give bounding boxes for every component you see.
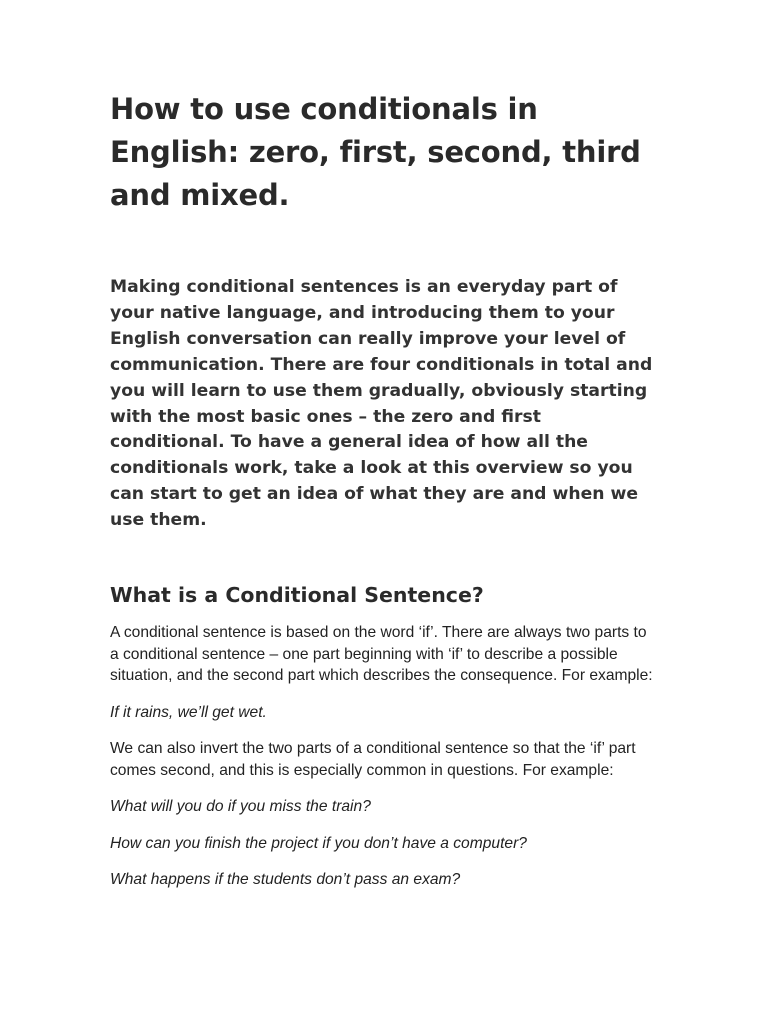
example-question-3: What happens if the students don’t pass an exam?	[110, 871, 461, 889]
example-question-2: How can you finish the project if you don’t have a computer?	[110, 834, 527, 852]
section-paragraph-2: We can also invert the two parts of a conditional sentence so that the ‘if’ part comes second, and this is especially common in questions. For example:	[110, 740, 636, 779]
document-page	[110, 88, 670, 891]
page-title: How to use conditionals in English: zero, first, second, third and mixed.	[110, 92, 641, 212]
example-question-1: What will you do if you miss the train?	[110, 798, 371, 816]
intro-paragraph: Making conditional sentences is an everyday part of your native language, and introducing them to your English conversation can really improve your level of communication. There are four conditionals in total and you will learn to use them gradually, obviously starting with the most basic ones – the zero and first conditional. To have a general idea of how all the conditionals work, take a look at this overview so you can start to get an idea of what they are and when we use them.	[110, 277, 653, 531]
example-sentence-1: If it rains, we’ll get wet.	[110, 703, 267, 721]
section-paragraph-1: A conditional sentence is based on the word ‘if’. There are always two parts to a conditional sentence – one part beginning with ‘if’ to describe a possible situation, and the second part which describes the consequence. For example:	[110, 624, 653, 685]
section-heading: What is a Conditional Sentence?	[110, 583, 484, 608]
